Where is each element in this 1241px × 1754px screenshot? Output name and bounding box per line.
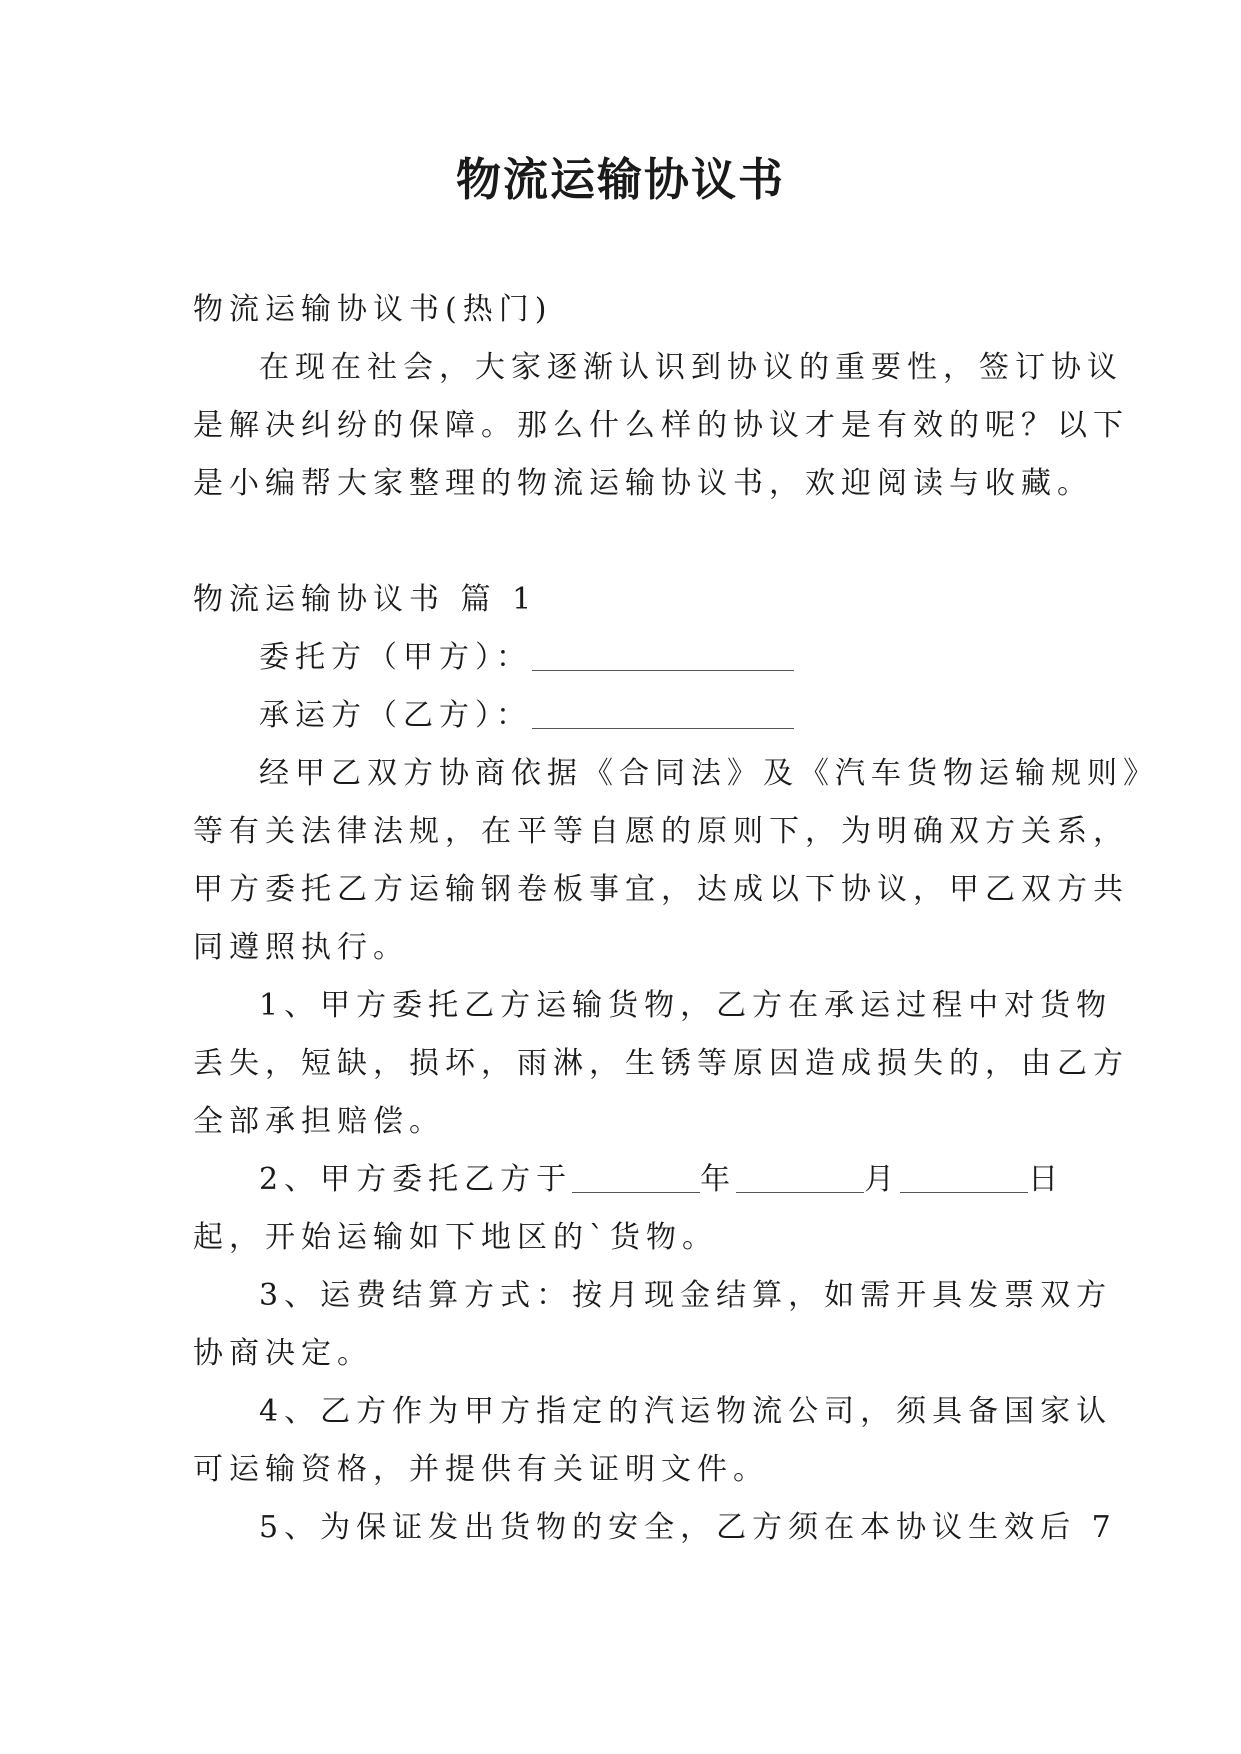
party-b-blank (532, 698, 794, 729)
clause-2-line (193, 1151, 1065, 1209)
clause-2-day: 日 (1028, 1162, 1065, 1197)
year-blank (572, 1162, 700, 1193)
paragraph-gap (193, 513, 1056, 571)
clause-1-line: 丢失，短缺，损坏，雨淋，生锈等原因造成损失的，由乙方 (193, 1046, 1129, 1081)
clause-2-line: 起，开始运输如下地区的`货物。 (193, 1220, 718, 1255)
clause-4-line: 4、乙方作为甲方指定的汽运物流公司，须具备国家认 (259, 1394, 1113, 1429)
party-b-label: 承运方（乙方）： (259, 698, 532, 733)
clause-3-line: 协商决定。 (193, 1336, 373, 1371)
document-title: 物流运输协议书 (455, 153, 785, 206)
intro-line: 是小编帮大家整理的物流运输协议书，欢迎阅读与收藏。 (193, 466, 1093, 501)
preamble-line: 经甲乙双方协商依据《合同法》及《汽车货物运输规则》 (259, 756, 1159, 791)
preamble-line: 甲方委托乙方运输钢卷板事宜，达成以下协议，甲乙双方共 (193, 872, 1129, 907)
day-blank (900, 1162, 1028, 1193)
party-a-label: 委托方（甲方）： (259, 640, 532, 675)
clause-3-line: 3、运费结算方式：按月现金结算，如需开具发票双方 (259, 1278, 1113, 1313)
party-b-line (193, 687, 1056, 745)
clause-5-line: 5、为保证发出货物的安全，乙方须在本协议生效后 7 (259, 1510, 1117, 1545)
month-blank (736, 1162, 864, 1193)
document-body (193, 281, 1159, 1557)
clause-2-month: 月 (864, 1162, 901, 1197)
preamble-line: 等有关法律法规，在平等自愿的原则下，为明确双方关系， (193, 814, 1129, 849)
clause-1-line: 全部承担赔偿。 (193, 1104, 445, 1139)
intro-line: 在现在社会，大家逐渐认识到协议的重要性，签订协议 (259, 350, 1123, 385)
clause-2-year: 年 (700, 1162, 737, 1197)
clause-1-line: 1、甲方委托乙方运输货物，乙方在承运过程中对货物 (259, 988, 1113, 1023)
document-subtitle: 物流运输协议书(热门) (193, 292, 553, 327)
section-heading: 物流运输协议书 篇 1 (193, 582, 538, 617)
party-a-line (193, 629, 1056, 687)
party-a-blank (532, 640, 794, 671)
clause-2-prefix: 2、甲方委托乙方于 (259, 1162, 573, 1197)
intro-line: 是解决纠纷的保障。那么什么样的协议才是有效的呢？以下 (193, 408, 1129, 443)
clause-4-line: 可运输资格，并提供有关证明文件。 (193, 1452, 769, 1487)
preamble-line: 同遵照执行。 (193, 930, 409, 965)
